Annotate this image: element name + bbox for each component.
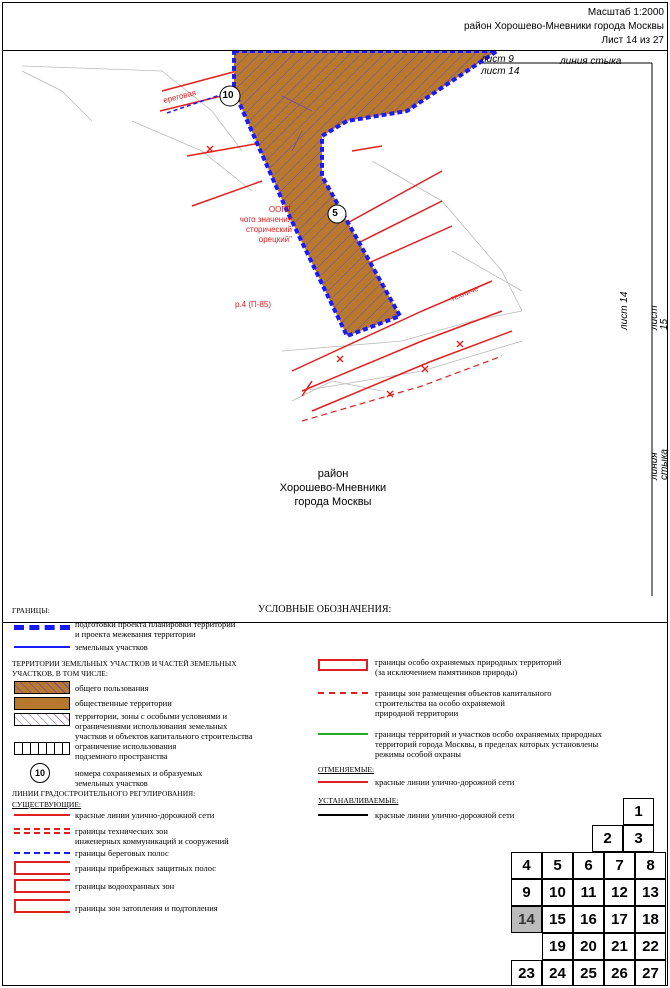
sheet-cell-8[interactable]: 8 [635, 852, 666, 879]
legend-l4: границы прибрежных защитных полос [75, 863, 216, 873]
sheet-cell-26[interactable]: 26 [604, 960, 635, 986]
sheet-cell-9[interactable]: 9 [511, 879, 542, 906]
sheet-cell-1[interactable]: 1 [623, 798, 654, 825]
legend-title: УСЛОВНЫЕ ОБОЗНАЧЕНИЯ: [258, 604, 392, 615]
sheet-cell-3[interactable]: 3 [623, 825, 654, 852]
legend-sym-set [318, 814, 368, 816]
legend-l2: границы технических зон инженерных коммуникаций и сооружений [75, 826, 229, 846]
shore-label: ереговая [162, 88, 197, 105]
legend-sym-water [14, 879, 70, 893]
legend-lines-head: ЛИНИИ ГРАДОСТРОИТЕЛЬНОГО РЕГУЛИРОВАНИЯ: [12, 789, 196, 798]
legend-sym-red [14, 814, 70, 816]
legend-t5: номера сохраняемых и образуемых земельных участков [75, 768, 203, 788]
legend-sym-cap [318, 692, 368, 694]
sheet-cell-4[interactable]: 4 [511, 852, 542, 879]
tech-zone-label: техниче [449, 283, 480, 304]
legend-sym-zones [14, 713, 70, 726]
legend-l5: границы водоохранных зон [75, 881, 175, 891]
legend-r4: красные линии улично-дорожной сети [375, 777, 515, 787]
legend-t1: общего пользования [75, 683, 149, 693]
legend-sym-underground [14, 742, 70, 755]
sheet-cell-2[interactable]: 2 [592, 825, 623, 852]
junction-top-upper: лист 9 [481, 54, 514, 65]
legend-r2: границы зон размещения объектов капитального строительства на особо охраняемой природной территории [375, 688, 552, 718]
sheet-cell-10[interactable]: 10 [542, 879, 573, 906]
junction-top-lower: лист 14 [481, 66, 520, 77]
legend-b1: подготовки проекта планировки территории и проекта межевания территории [75, 619, 236, 639]
legend-terr-head: ТЕРРИТОРИИ ЗЕМЕЛЬНЫХ УЧАСТКОВ И ЧАСТЕЙ ЗЕМЕЛЬНЫХ УЧАСТКОВ, В ТОМ ЧИСЛЕ: [12, 659, 237, 678]
legend-r1: границы особо охраняемых природных территорий (за исключением памятников природы) [375, 657, 562, 677]
legend-cancel-head: ОТМЕНЯЕМЫЕ: [318, 765, 375, 774]
sheet-cell-6[interactable]: 6 [573, 852, 604, 879]
legend-sym-oopt [318, 659, 368, 671]
legend-t3: территории, зоны с особыми условиями и ограничениями использования земельных участков и объектов капитального строительства [75, 711, 253, 741]
junction-top-label: линия стыка [560, 56, 622, 67]
legend-sym-plot [14, 646, 70, 648]
legend-sym-public [14, 681, 70, 694]
legend-sym-planning [14, 625, 70, 630]
sheet-cell-14[interactable]: 14 [511, 906, 542, 933]
legend-sym-coastal [14, 861, 70, 875]
legend-sym-number: 10 [30, 763, 50, 783]
legend-sym-cancel [318, 781, 368, 783]
sheet-cell-16[interactable]: 16 [573, 906, 604, 933]
sheet-cell-22[interactable]: 22 [635, 933, 666, 960]
legend-borders-head: ГРАНИЦЫ: [12, 606, 50, 615]
legend-t2: общественные территории [75, 698, 172, 708]
oopt-label: ООПТ чого значения сторический орецкий" [239, 205, 292, 244]
junction-right-b: лист 15 [649, 305, 670, 330]
sheet-cell-11[interactable]: 11 [573, 879, 604, 906]
legend-l3: границы береговых полос [75, 848, 169, 858]
sheet-cell-13[interactable]: 13 [635, 879, 666, 906]
legend-sym-tech [14, 828, 70, 834]
legend-sym-social [14, 697, 70, 710]
sheet-cell-7[interactable]: 7 [604, 852, 635, 879]
legend-t4: ограничение использования подземного пространства [75, 741, 177, 761]
river-label: р.4 (П-85) [235, 300, 271, 309]
legend-set-head: УСТАНАВЛИВАЕМЫЕ: [318, 796, 399, 805]
sheet-cell-5[interactable]: 5 [542, 852, 573, 879]
sheet-cell-23[interactable]: 23 [511, 960, 542, 986]
plot-num-10: 10 [222, 90, 234, 101]
legend-b2: земельных участков [75, 642, 148, 652]
sheet-cell-18[interactable]: 18 [635, 906, 666, 933]
sheet-cell-17[interactable]: 17 [604, 906, 635, 933]
legend-sym-shore [14, 852, 70, 854]
sheet-cell-25[interactable]: 25 [573, 960, 604, 986]
sheet-cell-20[interactable]: 20 [573, 933, 604, 960]
sheet-cell-12[interactable]: 12 [604, 879, 635, 906]
sheet-number: Лист 14 из 27 [601, 35, 664, 46]
junction-right-a: лист 14 [619, 291, 630, 330]
legend-r3: границы территорий и участков особо охраняемых природных территорий города Москвы, в пределах которых установлены режимы особой охраны [375, 729, 603, 759]
sheet-cell-21[interactable]: 21 [604, 933, 635, 960]
legend-sym-flood [14, 899, 70, 913]
legend-l6: границы зон затопления и подтопления [75, 903, 218, 913]
legend-l1: красные линии улично-дорожной сети [75, 810, 215, 820]
legend-r5: красные линии улично-дорожной сети [375, 810, 515, 820]
junction-right-label: линия стыка [649, 449, 670, 480]
map-area [2, 51, 668, 611]
sheet-cell-15[interactable]: 15 [542, 906, 573, 933]
legend-sym-green [318, 733, 368, 735]
district-caption: район Хорошево-Мневники города Москвы [279, 468, 387, 508]
scale-label: Масштаб 1:2000 [587, 7, 664, 18]
sheet-cell-27[interactable]: 27 [635, 960, 666, 986]
legend-existing-head: СУЩЕСТВУЮЩИЕ: [12, 800, 82, 809]
title-block [464, 6, 664, 48]
district-label: район Хорошево-Мневники города Москвы [463, 21, 664, 32]
plot-num-5: 5 [332, 208, 338, 219]
sheet-cell-24[interactable]: 24 [542, 960, 573, 986]
sheet-cell-19[interactable]: 19 [542, 933, 573, 960]
